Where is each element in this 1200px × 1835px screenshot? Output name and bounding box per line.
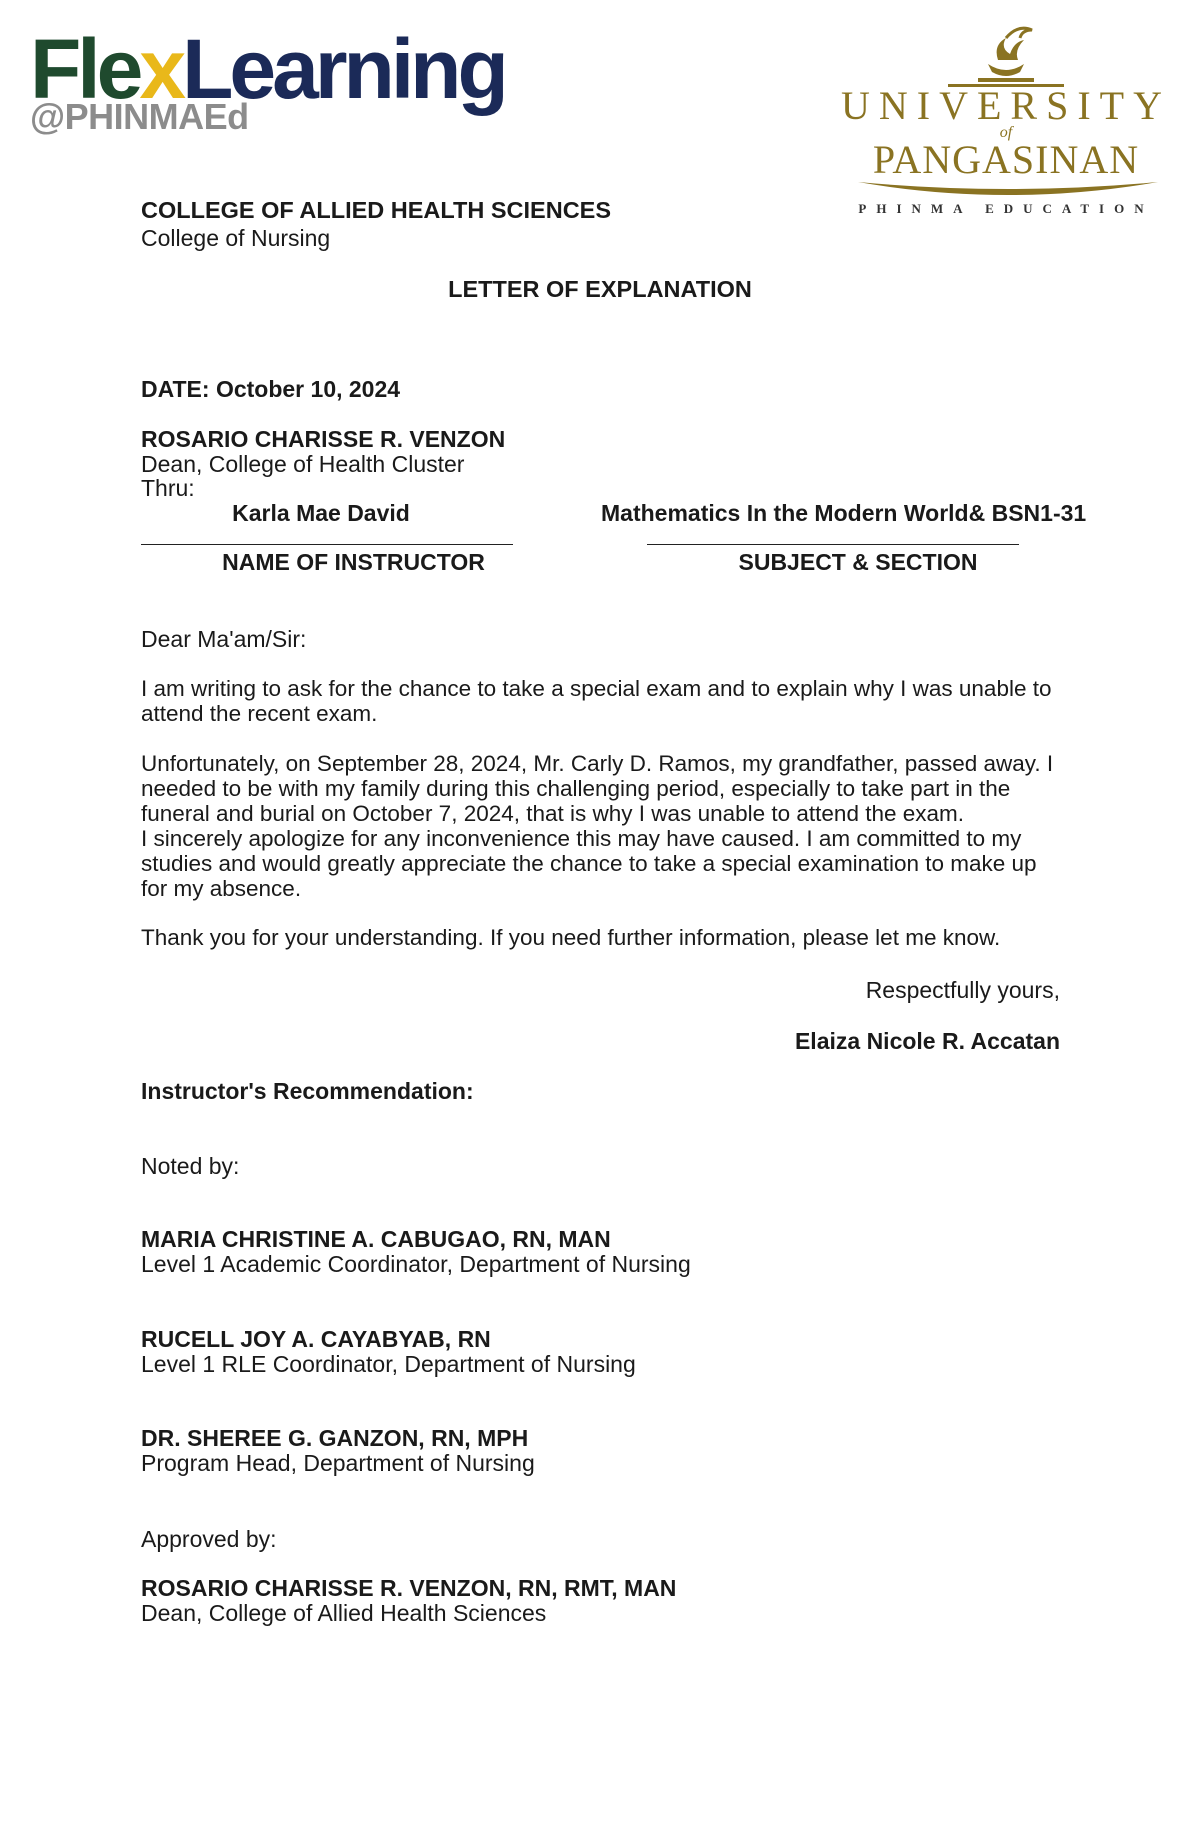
date-line: DATE: October 10, 2024 xyxy=(141,376,401,402)
noted-person-name: MARIA CHRISTINE A. CABUGAO, RN, MAN xyxy=(141,1226,611,1252)
subject-section-value: Mathematics In the Modern World& BSN1-31 xyxy=(601,500,1087,526)
noted-person-title: Level 1 RLE Coordinator, Department of Nursing xyxy=(141,1351,636,1377)
noted-by-label: Noted by: xyxy=(141,1153,240,1179)
addressee-title: Dean, College of Health Cluster xyxy=(141,451,465,477)
approver-title: Dean, College of Allied Health Sciences xyxy=(141,1600,547,1626)
document-title: LETTER OF EXPLANATION xyxy=(448,276,752,302)
addressee-name: ROSARIO CHARISSE R. VENZON xyxy=(141,426,506,452)
instructor-underline xyxy=(141,544,513,545)
instructor-recommendation-label: Instructor's Recommendation: xyxy=(141,1078,474,1104)
subject-underline xyxy=(647,544,1019,545)
logo-of-text: of xyxy=(999,124,1013,141)
logo-phinmaed-text: @PHINMAEd xyxy=(30,96,249,137)
noted-person-title: Program Head, Department of Nursing xyxy=(141,1450,535,1476)
logo-pangasinan-text: PANGASINAN xyxy=(872,137,1140,182)
approver-name: ROSARIO CHARISSE R. VENZON, RN, RMT, MAN xyxy=(141,1575,677,1601)
college-heading: COLLEGE OF ALLIED HEALTH SCIENCES xyxy=(141,197,612,223)
paragraph-request: I am writing to ask for the chance to take a special exam and to explain why I was unable to attend the recent exam. xyxy=(141,676,1052,726)
approved-by-label: Approved by: xyxy=(141,1526,277,1552)
thru-label: Thru: xyxy=(141,475,195,501)
noted-person-name: RUCELL JOY A. CAYABYAB, RN xyxy=(141,1326,491,1352)
paragraph-apology: I sincerely apologize for any inconvenience this may have caused. I am committed to my studies and would greatly appreciate the chance to take a special examination to make up for my absence. xyxy=(141,826,1037,901)
university-of-pangasinan-logo xyxy=(828,20,1184,220)
subject-section-label: SUBJECT & SECTION xyxy=(738,549,978,575)
flexlearning-logo xyxy=(30,22,505,137)
logo-phinma-education-text: PHINMA EDUCATION xyxy=(858,201,1154,216)
noted-person-name: DR. SHEREE G. GANZON, RN, MPH xyxy=(141,1425,529,1451)
noted-person-title: Level 1 Academic Coordinator, Department of Nursing xyxy=(141,1251,691,1277)
instructor-name-value: Karla Mae David xyxy=(232,500,410,526)
logo-learning-text: Learning xyxy=(182,22,505,116)
department-text: College of Nursing xyxy=(141,225,331,251)
logo-x-text: x xyxy=(139,22,183,116)
paragraph-thanks: Thank you for your understanding. If you need further information, please let me know. xyxy=(141,925,1001,950)
signatory-name: Elaiza Nicole R. Accatan xyxy=(794,1028,1060,1054)
logo-flex-text: Fle xyxy=(30,22,140,116)
logo-university-text: UNIVERSITY xyxy=(841,83,1171,128)
lamp-emblem-icon xyxy=(828,20,1184,90)
closing-text: Respectfully yours, xyxy=(865,977,1060,1003)
salutation: Dear Ma'am/Sir: xyxy=(141,626,307,652)
paragraph-reason: Unfortunately, on September 28, 2024, Mr. Carly D. Ramos, my grandfather, passed away. I needed to be with my family during this challenging period, especially to take part in the funeral and burial on October 7, 2024, that is why I was unable to attend the exam. xyxy=(141,751,1054,826)
instructor-label: NAME OF INSTRUCTOR xyxy=(222,549,485,575)
